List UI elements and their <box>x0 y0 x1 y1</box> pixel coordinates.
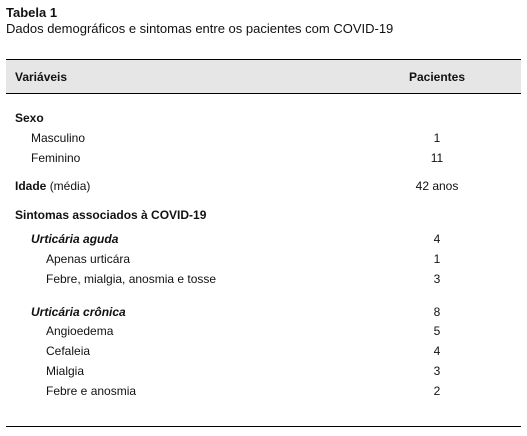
row-masculino-value: 1 <box>433 131 441 145</box>
row-cefaleia-label: Cefaleia <box>46 344 91 358</box>
row-apenas-urticaria-value: 1 <box>433 252 441 266</box>
row-angioedema-label: Angioedema <box>46 324 114 338</box>
table-number: Tabela 1 <box>6 5 58 20</box>
header-rule <box>6 93 521 94</box>
row-feminino-value: 11 <box>430 151 444 165</box>
row-febre-anosmia-value: 2 <box>433 384 441 398</box>
subsection-urticaria-aguda: Urticária aguda <box>31 232 119 246</box>
row-febre-mialgia-value: 3 <box>433 272 441 286</box>
header-variable: Variáveis <box>15 70 68 84</box>
row-mialgia-label: Mialgia <box>46 364 85 378</box>
row-mialgia-value: 3 <box>433 364 441 378</box>
row-masculino-label: Masculino <box>31 131 86 145</box>
idade-label: Idade <box>15 179 47 193</box>
row-feminino-label: Feminino <box>31 151 81 165</box>
section-sexo: Sexo <box>15 111 44 125</box>
table-title: Dados demográficos e sintomas entre os pacientes com COVID-19 <box>6 21 394 36</box>
header-patients: Pacientes <box>408 70 466 84</box>
bottom-rule <box>6 426 521 427</box>
section-sintomas: Sintomas associados à COVID-19 <box>15 208 207 222</box>
row-cefaleia-value: 4 <box>433 344 441 358</box>
row-idade-label <box>15 179 90 193</box>
row-idade-value: 42 anos <box>415 179 459 193</box>
row-angioedema-value: 5 <box>433 324 441 338</box>
row-febre-mialgia-label: Febre, mialgia, anosmia e tosse <box>46 272 217 286</box>
idade-qualifier: (média) <box>49 179 91 193</box>
urticaria-cronica-value: 8 <box>433 305 441 319</box>
row-apenas-urticaria-label: Apenas urticára <box>46 252 131 266</box>
urticaria-aguda-value: 4 <box>433 232 441 246</box>
row-febre-anosmia-label: Febre e anosmia <box>46 384 137 398</box>
table-caption <box>6 5 393 37</box>
subsection-urticaria-cronica: Urticária crônica <box>31 305 126 319</box>
